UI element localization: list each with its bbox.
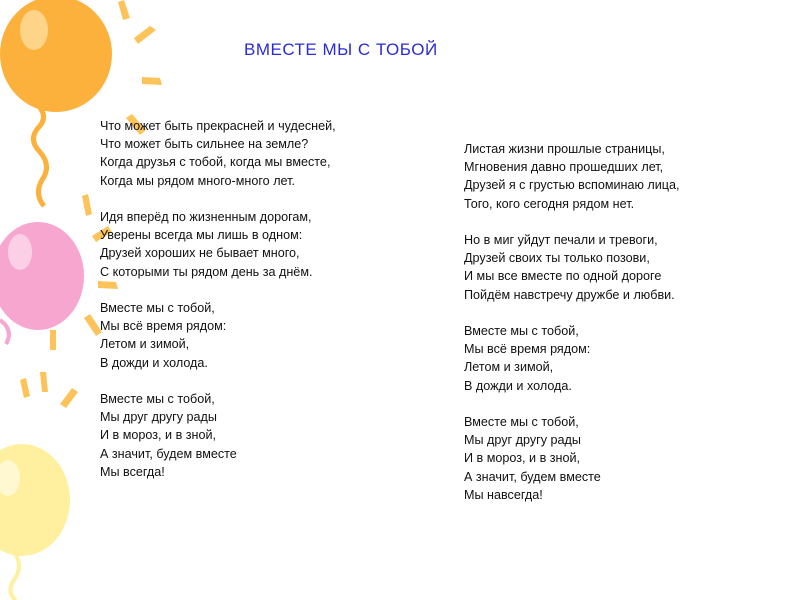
poem-line: Мы навсегда! <box>464 487 543 502</box>
poem-line: Летом и зимой, <box>100 337 190 352</box>
chorus <box>464 322 680 395</box>
poem-line: Вместе мы с тобой, <box>100 392 215 406</box>
poem-line: В дожди и холода. <box>100 355 208 370</box>
poem-line: Мы друг другу рады <box>464 433 581 448</box>
poem-line: Мгновения давно прошедших лет, <box>464 160 664 175</box>
poem-line: Что может быть сильнее на земле? <box>100 137 309 152</box>
poem-line: А значит, будем вместе <box>464 469 601 484</box>
poem-line: Листая жизни прошлые страницы, <box>464 142 665 156</box>
poem-line: Мы друг другу рады <box>100 410 217 425</box>
poem-line: И мы все вместе по одной дороге <box>464 269 662 284</box>
poem-line: Пойдём навстречу дружбе и любви. <box>464 287 675 302</box>
poem-line: Мы всегда! <box>100 464 165 479</box>
poem-line: Уверены всегда мы лишь в одном: <box>100 228 303 243</box>
stanza <box>100 117 336 190</box>
poem-line: Друзей я с грустью вспоминаю лица, <box>464 178 680 193</box>
stanza <box>464 140 680 213</box>
poem-line: Идя вперёд по жизненным дорогам, <box>100 210 312 224</box>
poem-line: Когда друзья с тобой, когда мы вместе, <box>100 155 331 170</box>
poem-line: И в мороз, и в зной, <box>100 428 217 443</box>
poem-line: И в мороз, и в зной, <box>464 451 581 466</box>
pink-balloon <box>0 222 84 344</box>
poem-line: Мы всё время рядом: <box>464 342 591 357</box>
page-title: ВМЕСТЕ МЫ С ТОБОЙ <box>244 40 438 59</box>
yellow-balloon-rays <box>20 372 78 408</box>
poem-line: Друзей своих ты только позови, <box>464 251 650 266</box>
poem-line: С которыми ты рядом день за днём. <box>100 264 313 279</box>
chorus <box>100 299 336 372</box>
poem-line: Друзей хороших не бывает много, <box>100 246 300 261</box>
poem-line: В дожди и холода. <box>464 378 572 393</box>
poem-left-column <box>100 117 336 481</box>
orange-balloon <box>0 0 112 206</box>
yellow-balloon <box>0 444 70 600</box>
poem-right-column <box>464 140 680 504</box>
poem-line: Летом и зимой, <box>464 360 554 375</box>
poem-line: Того, кого сегодня рядом нет. <box>464 196 635 211</box>
orange-balloon-rays <box>118 0 162 135</box>
poem-line: Когда мы рядом много-много лет. <box>100 173 295 188</box>
poem-line: Что может быть прекрасней и чудесней, <box>100 119 336 133</box>
poem-line: А значит, будем вместе <box>100 446 237 461</box>
poem-line: Вместе мы с тобой, <box>464 415 579 429</box>
poem-line: Мы всё время рядом: <box>100 319 227 334</box>
stanza <box>100 208 336 281</box>
poem-line: Вместе мы с тобой, <box>464 324 579 338</box>
poem-line: Вместе мы с тобой, <box>100 301 215 315</box>
stanza <box>464 231 680 304</box>
chorus <box>464 413 680 504</box>
chorus <box>100 390 336 481</box>
poem-line: Но в миг уйдут печали и тревоги, <box>464 233 658 247</box>
